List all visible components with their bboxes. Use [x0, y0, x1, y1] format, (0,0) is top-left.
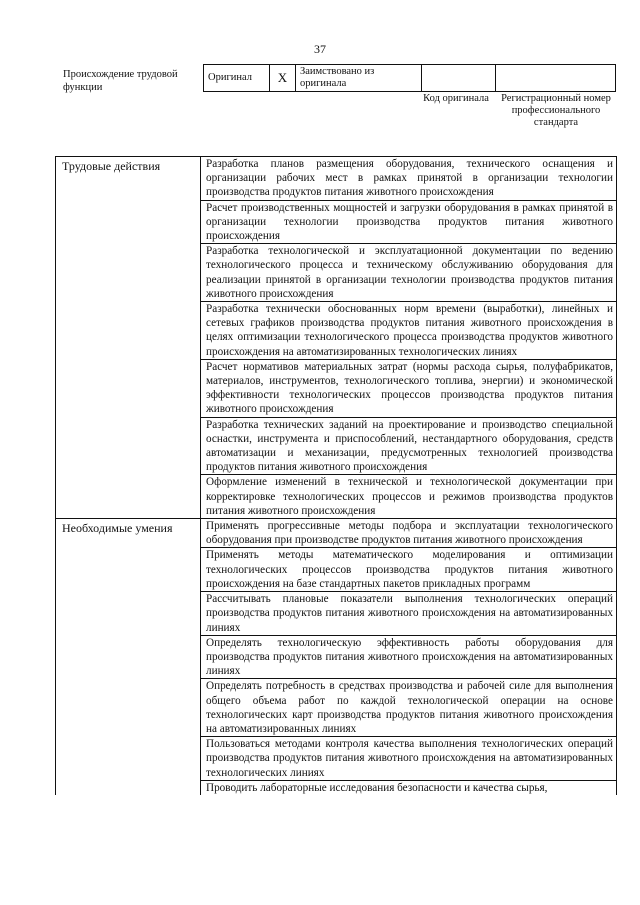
reg-number-cell [496, 65, 616, 92]
labor-action-item: Оформление изменений в технической и технологической документации при корректировке технологических процессов и режимов производства продуктов питания животного происхождения [201, 475, 617, 519]
skills-section [56, 519, 617, 795]
skill-item: Применять прогрессивные методы подбора и эксплуатации технологического оборудования при производстве продуктов питания животного происхождения [201, 519, 617, 548]
labor-actions-section [56, 157, 617, 519]
borrowed-cell: Заимствовано из оригинала [296, 65, 422, 92]
page-number: 37 [314, 42, 326, 56]
labor-action-item: Разработка планов размещения оборудования, технического оснащения и организации рабочих мест в рамках принятой в организации технологии производства продуктов питания животного происхождения [201, 157, 617, 201]
code-cell [422, 65, 496, 92]
original-cell: Оригинал [204, 65, 270, 92]
original-mark: X [270, 65, 296, 92]
code-label: Код оригинала [423, 93, 489, 104]
skill-item: Рассчитывать плановые показатели выполнения технологических операций производства продуктов питания животного происхождения на автоматизированных линиях [201, 592, 617, 636]
reg-number-label: Регистрационный номер профессионального стандарта [501, 93, 611, 128]
origin-label: Происхождение трудовой функции [63, 69, 178, 93]
labor-action-item: Расчет производственных мощностей и загрузки оборудования в рамках принятой в организации технологии производства продуктов питания животного происхождения [201, 200, 617, 244]
function-table [55, 156, 617, 795]
skill-item: Пользоваться методами контроля качества выполнения технологических операций производства продуктов питания животного происхождения на автоматизированных технологических линиях [201, 737, 617, 781]
skill-item: Определять потребность в средствах производства и рабочей силе для выполнения общего объема работ по каждой технологической операции на основе технологических карт производства продуктов питания животного происхождения на автоматизированных линиях [201, 679, 617, 737]
skills-title: Необходимые умения [56, 519, 201, 795]
origin-table [203, 64, 616, 92]
skill-item: Применять методы математического моделирования и оптимизации технологических процессов производства продуктов питания животного происхождения на базе стандартных пакетов прикладных программ [201, 548, 617, 592]
labor-action-item: Разработка технических заданий на проектирование и производство специальной оснастки, инструмента и приспособлений, нестандартного оборудования, средств автоматизации и механизации, предусмотренных технологией производства продуктов питания животного происхождения [201, 417, 617, 475]
labor-action-item: Расчет нормативов материальных затрат (нормы расхода сырья, полуфабрикатов, материалов, инструментов, технологического топлива, энергии) и экономической эффективности технологических процессов производства продуктов питания животного происхождения [201, 359, 617, 417]
labor-action-item: Разработка технологической и эксплуатационной документации по ведению технологического процесса и техническому обслуживанию оборудования для реализации принятой в организации технологии производства продуктов питания животного происхождения [201, 244, 617, 302]
labor-actions-title: Трудовые действия [56, 157, 201, 519]
skill-item: Проводить лабораторные исследования безопасности и качества сырья, [201, 780, 617, 795]
skill-item: Определять технологическую эффективность работы оборудования для производства продуктов питания животного происхождения на автоматизированных линиях [201, 635, 617, 679]
labor-action-item: Разработка технически обоснованных норм времени (выработки), линейных и сетевых графиков производства продуктов питания животного происхождения в целях оптимизации технологического процесса производства продуктов животного происхождения на автоматизированных технологических линиях [201, 302, 617, 360]
